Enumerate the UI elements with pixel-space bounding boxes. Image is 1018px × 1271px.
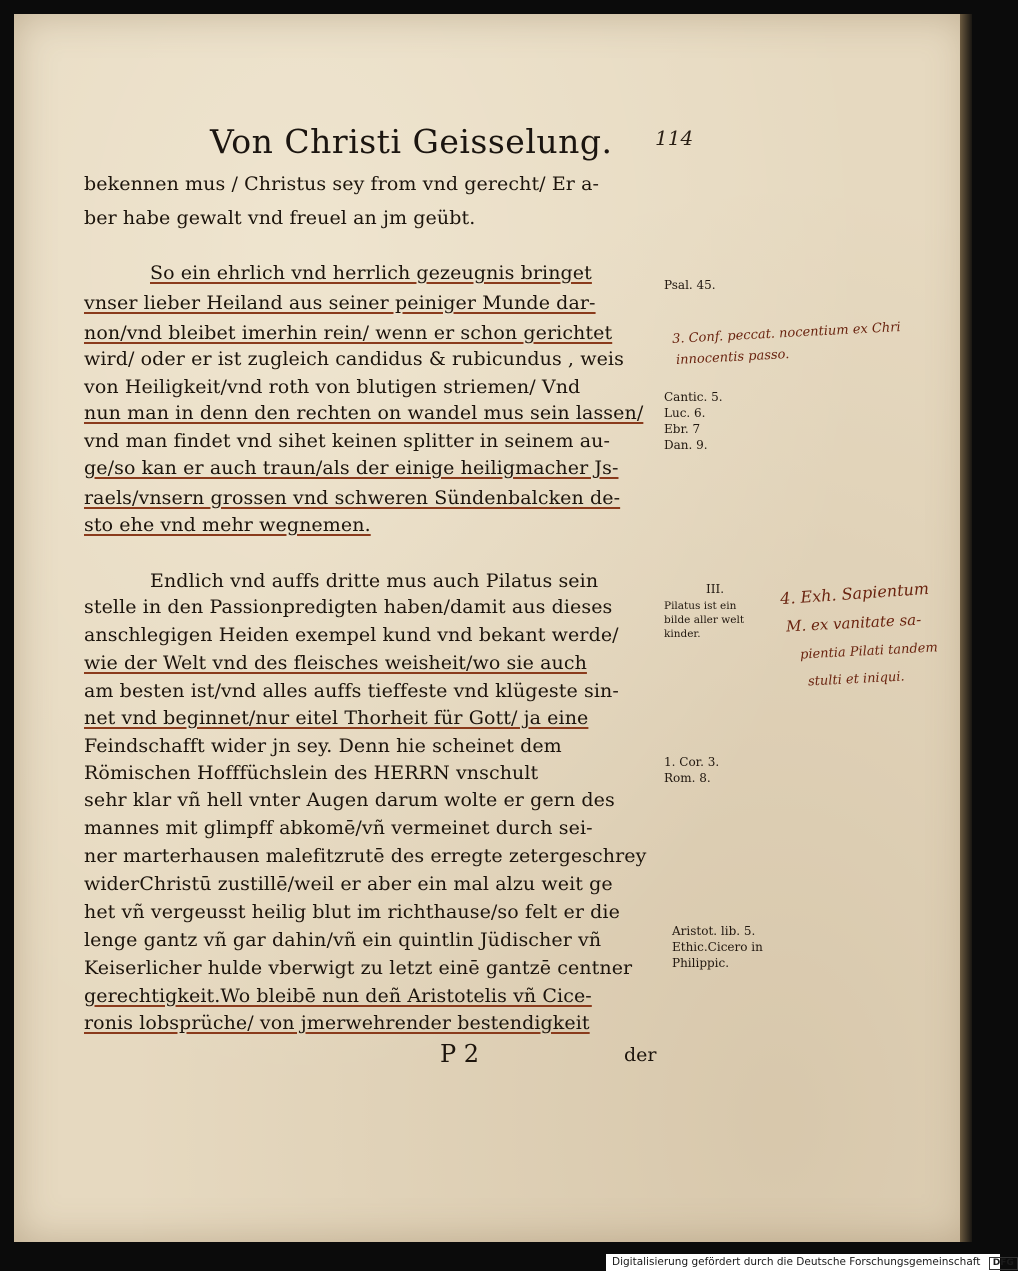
handwritten-note: innocentis passo.: [675, 347, 790, 368]
digitization-footer: [606, 1254, 1014, 1271]
text-line: net vnd beginnet/nur eitel Thorheit für Gott/ ja eine: [84, 707, 589, 729]
running-head-title: Von Christi Geisselung.: [210, 122, 613, 161]
text-line: sehr klar vñ hell vnter Augen darum wolte er gern des: [84, 789, 615, 811]
handwritten-note: 4. Exh. Sapientum: [779, 578, 930, 609]
margin-note: Psal. 45.: [664, 278, 716, 292]
text-line: widerChristū zustillē/weil er aber ein mal alzu weit ge: [84, 873, 613, 895]
text-line: Feindschafft wider jn sey. Denn hie scheinet dem: [84, 735, 562, 757]
text-line: ner marterhausen malefitzrutē des erregte zetergeschrey: [84, 845, 647, 867]
margin-note: Dan. 9.: [664, 438, 708, 452]
text-line: ge/so kan er auch traun/als der einige heiligmacher Js-: [84, 457, 619, 479]
text-line: stelle in den Passionpredigten haben/damit aus dieses: [84, 596, 613, 618]
text-line: Endlich vnd auffs dritte mus auch Pilatus sein: [150, 570, 599, 592]
text-line: vnd man findet vnd sihet keinen splitter in seinem au-: [84, 430, 611, 452]
margin-note: Rom. 8.: [664, 771, 711, 785]
text-line: lenge gantz vñ gar dahin/vñ ein quintlin Jüdischer vñ: [84, 929, 602, 951]
text-line: mannes mit glimpff abkomē/vñ vermeinet durch sei-: [84, 817, 593, 839]
margin-note: Cantic. 5.: [664, 390, 723, 404]
margin-note: III.: [706, 582, 725, 596]
handwritten-note: 3. Conf. peccat. nocentium ex Chri: [671, 320, 901, 347]
dfg-logo-icon: DFG: [989, 1257, 1018, 1270]
text-line: het vñ vergeusst heilig blut im richthause/so felt er die: [84, 901, 620, 923]
margin-note: kinder.: [664, 628, 701, 640]
handwritten-note: stulti et iniqui.: [807, 669, 905, 690]
handwritten-note: M. ex vanitate sa-: [785, 610, 922, 636]
text-line: von Heiligkeit/vnd roth von blutigen striemen/ Vnd: [84, 376, 581, 398]
text-line: wie der Welt vnd des fleisches weisheit/wo sie auch: [84, 652, 587, 674]
text-line: non/vnd bleibet imerhin rein/ wenn er schon gerichtet: [84, 322, 613, 344]
text-line: gerechtigkeit.Wo bleibē nun deñ Aristotelis vñ Cice-: [84, 985, 592, 1007]
text-line: Römischen Hofffüchslein des HERRN vnschult: [84, 762, 539, 784]
text-line: vnser lieber Heiland aus seiner peiniger Munde dar-: [84, 292, 596, 314]
text-line: wird/ oder er ist zugleich candidus & rubicundus , weis: [84, 348, 624, 370]
text-line: nun man in denn den rechten on wandel mus sein lassen/: [84, 402, 644, 424]
text-line: Keiserlicher hulde vberwigt zu letzt einē gantzē centner: [84, 957, 633, 979]
margin-note: Philippic.: [672, 956, 730, 970]
margin-note: Pilatus ist ein: [664, 600, 737, 612]
text-line: ronis lobsprüche/ von jmerwehrender bestendigkeit: [84, 1012, 590, 1034]
margin-note: Ebr. 7: [664, 422, 701, 436]
text-line: bekennen mus / Christus sey from vnd gerecht/ Er a-: [84, 173, 600, 195]
text-line: raels/vnsern grossen vnd schweren Sündenbalcken de-: [84, 487, 621, 509]
text-line: anschlegigen Heiden exempel kund vnd bekant werde/: [84, 624, 619, 646]
text-line: sto ehe vnd mehr wegnemen.: [84, 514, 371, 536]
text-line: So ein ehrlich vnd herrlich gezeugnis bringet: [150, 262, 592, 284]
footer-text: Digitalisierung gefördert durch die Deutsche Forschungsgemeinschaft: [612, 1256, 981, 1268]
signature-mark: P 2: [440, 1040, 480, 1068]
margin-note: Luc. 6.: [664, 406, 706, 420]
margin-note: bilde aller welt: [664, 614, 745, 626]
book-spine: [960, 14, 972, 1242]
text-line: am besten ist/vnd alles auffs tieffeste vnd klügeste sin-: [84, 680, 619, 702]
margin-note: Ethic.Cicero in: [672, 940, 763, 954]
margin-note: 1. Cor. 3.: [664, 755, 720, 769]
catchword: der: [624, 1044, 657, 1066]
margin-note: Aristot. lib. 5.: [672, 924, 756, 938]
folio-number: 114: [655, 126, 694, 150]
text-line: ber habe gewalt vnd freuel an jm geübt.: [84, 207, 476, 229]
handwritten-note: pientia Pilati tandem: [799, 640, 939, 663]
